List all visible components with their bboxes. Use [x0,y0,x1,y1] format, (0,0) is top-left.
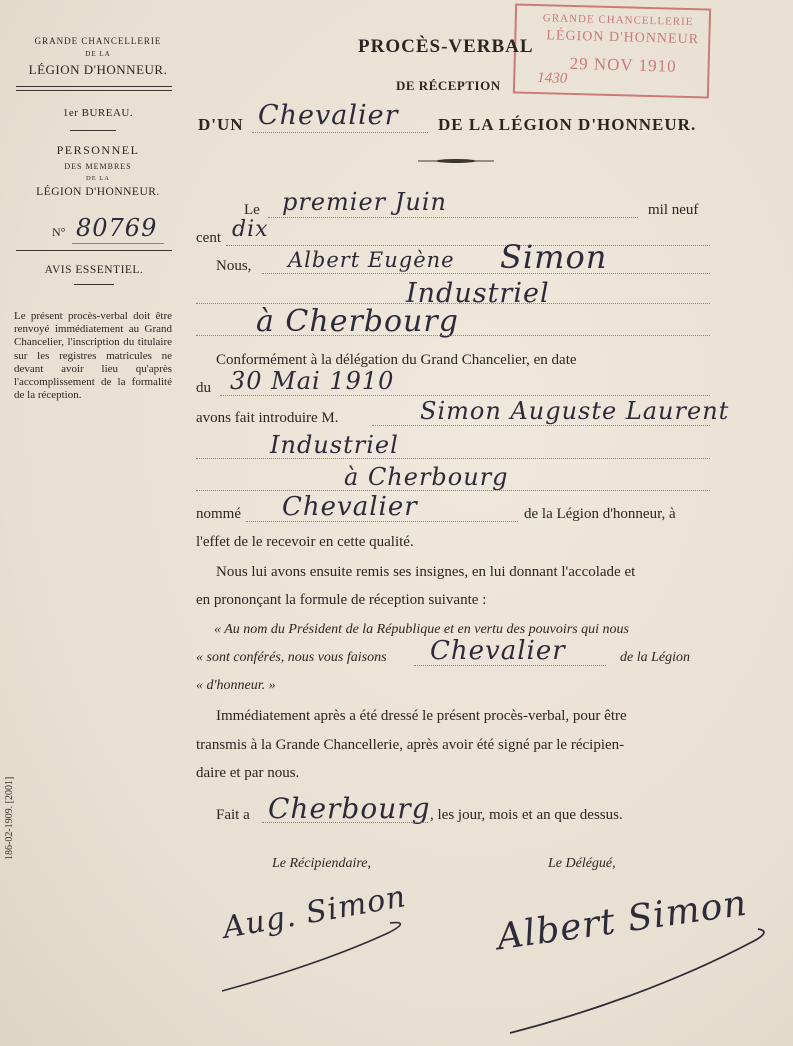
notice-text: Le présent procès-verbal doit être renvoyé immédiatement au Grand Chancelier, l'inscription du titulaire sur les registres matricules ne devant avoir lieu qu'après l'accomplissement de la formalité de la réception. [14,310,172,402]
conformement-text: Conformément à la délégation du Grand Chancelier, en date [216,352,577,368]
number-underline [72,243,164,244]
recipient-place: à Cherbourg [344,463,509,491]
cent-label: cent [196,230,221,246]
number-label: N° [52,225,66,239]
date-line [220,395,710,396]
header-rule-top [16,86,172,87]
immediatement-line2: transmis à la Grande Chancellerie, après avoir été signé par le récipien- [196,737,625,753]
number-rule [16,250,172,251]
de-la-label: DE LA [86,175,110,182]
stamp-line1: GRANDE CHANCELLERIE [542,12,694,29]
nous-label: Nous, [216,258,252,274]
formula-line3: « d'honneur. » [196,678,276,693]
delegate-surname: Simon [500,238,608,276]
recipient-profession-line [196,458,710,459]
org-line1: GRANDE CHANCELLERIE [34,36,162,46]
day-value: premier Juin [282,188,447,216]
nomme-rank: Chevalier [282,492,418,522]
header-rank: Chevalier [258,100,399,131]
delegue-signature: Albert Simon [494,882,750,959]
delegate-place: à Cherbourg [256,304,459,339]
stamp-line2: LÉGION D'HONNEUR [546,28,700,48]
immediatement-line3: daire et par nous. [196,765,300,781]
le-label: Le [244,202,260,218]
doc-title: PROCÈS-VERBAL [358,36,534,57]
place-line [196,335,710,336]
doc-subtitle: DE RÉCEPTION [396,78,501,93]
avons-fait-label: avons fait introduire M. [196,410,339,426]
year-line [226,245,710,246]
du-label: du [196,380,211,396]
day-line [268,217,638,218]
recipient-place-line [196,490,710,491]
delegation-date: 30 Mai 1910 [230,367,395,395]
nous-line [262,273,710,274]
stamp-mark: 1430 [537,70,568,87]
reception-stamp [513,3,711,98]
fait-line [262,822,428,823]
legion-label: LÉGION D'HONNEUR. [36,186,160,198]
formula-rank-line [414,665,606,666]
les-jour-text: , les jour, mois et an que dessus. [430,807,623,823]
delegate-profession: Industriel [406,278,550,309]
recipient-name: Simon Auguste Laurent [420,397,730,425]
ornament-divider [418,158,494,164]
bureau-rule [70,130,116,131]
membres-label: DES MEMBRES [64,162,132,171]
recipient-profession: Industriel [270,431,399,459]
personnel-label: PERSONNEL [56,143,140,157]
year-words-value: dix [232,217,269,242]
prononcant-text: en prononçant la formule de réception suivante : [196,592,487,608]
print-reference: 186-02-1909. [2001] [4,776,15,860]
header-rule-bottom [16,90,172,91]
immediatement-line1: Immédiatement après a été dressé le présent procès-verbal, pour être [216,708,627,724]
bureau-label: 1er BUREAU. [62,107,134,119]
registration-number: 80769 [76,214,158,242]
recipiendaire-signature: Aug. Simon [220,879,409,946]
org-line2: DE LA [85,50,111,58]
recipient-line [372,425,710,426]
avis-essentiel-heading: AVIS ESSENTIEL. [44,264,144,276]
avis-rule [74,284,114,285]
mil-neuf-label: mil neuf [648,202,699,218]
delegue-label: Le Délégué, [548,856,616,871]
recipiendaire-flourish [220,905,430,995]
delegue-flourish [500,915,780,1040]
header-order: DE LA LÉGION D'HONNEUR. [438,115,697,134]
fait-place: Cherbourg [268,792,431,825]
formula-line2a: « sont conférés, nous vous faisons [196,650,387,665]
rank-dotted-line [252,132,428,133]
de-la-legion-text: de la Légion d'honneur, à [524,506,676,522]
delegate-name: Albert Eugène [288,248,455,272]
formula-rank: Chevalier [430,636,566,666]
nomme-line [246,521,518,522]
fait-a-label: Fait a [216,807,250,823]
recipiendaire-label: Le Récipiendaire, [272,856,372,871]
stamp-date: 29 NOV 1910 [569,53,677,76]
dun-label: D'UN [198,115,244,134]
formula-line1: « Au nom du Président de la République et en vertu des pouvoirs qui nous [214,622,630,637]
formula-line2b: de la Légion [620,650,690,665]
org-line3: LÉGION D'HONNEUR. [28,62,168,77]
effet-text: l'effet de le recevoir en cette qualité. [196,534,414,550]
insignes-text: Nous lui avons ensuite remis ses insignes, en lui donnant l'accolade et [216,564,636,580]
nomme-label: nommé [196,506,241,522]
